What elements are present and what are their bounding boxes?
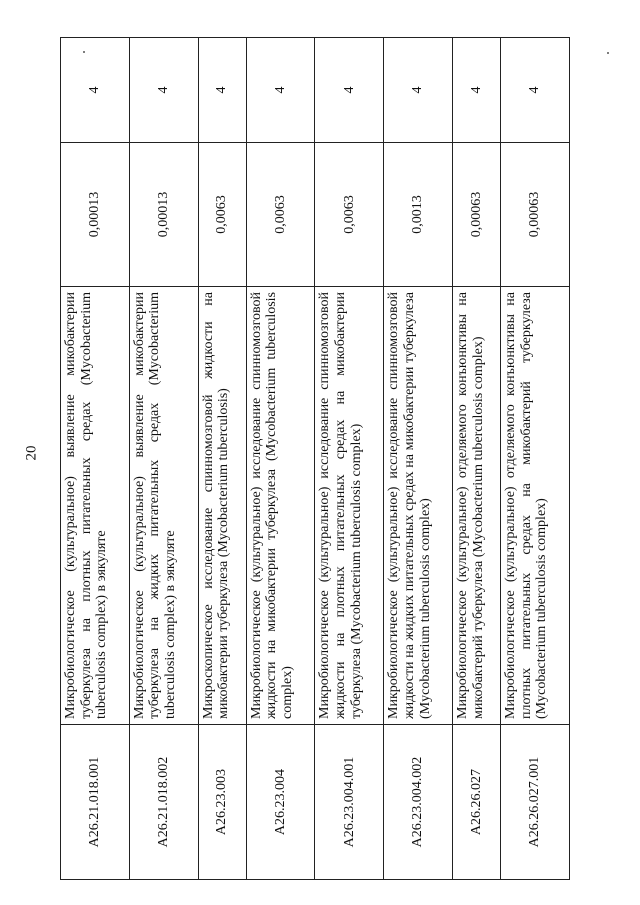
table-row bbox=[315, 38, 384, 880]
page-number-text: 20 bbox=[23, 445, 40, 461]
service-code: A26.21.018.001 bbox=[61, 725, 130, 880]
service-multiplicity: 4 bbox=[315, 38, 384, 143]
service-description: Микробиологическое (культуральное) исследование спинномозговой жидкости на плотных питательных средах на микобактерии туберкулеза (Mycobacterium tuberculosis complex) bbox=[315, 287, 384, 725]
table-row bbox=[198, 38, 246, 880]
page-number bbox=[20, 436, 44, 470]
table-row bbox=[61, 38, 130, 880]
service-multiplicity: 4 bbox=[453, 38, 501, 143]
service-description: Микробиологическое (культуральное) выявление микобактерии туберкулеза на плотных питательных средах (Mycobacterium tuberculosis complex) в эякуляте bbox=[61, 287, 130, 725]
table-row bbox=[129, 38, 198, 880]
service-multiplicity: 4 bbox=[129, 38, 198, 143]
services-table bbox=[60, 37, 570, 880]
service-multiplicity: 4 bbox=[61, 38, 130, 143]
service-description: Микробиологическое (культуральное) отделяемого конъюнктивы на плотных питательных средах на микобактерий туберкулеза (Mycobacterium tuberculosis complex) bbox=[501, 287, 570, 725]
service-description: Микробиологическое (культуральное) исследование спинномозговой жидкости на жидких питательных средах на микобактерии туберкулеза (Mycobacterium tuberculosis complex) bbox=[384, 287, 453, 725]
service-multiplicity: 4 bbox=[246, 38, 315, 143]
scan-speck bbox=[607, 52, 609, 54]
service-frequency: 0,0013 bbox=[384, 143, 453, 287]
service-frequency: 0,00013 bbox=[61, 143, 130, 287]
table-row bbox=[501, 38, 570, 880]
service-code: A26.23.003 bbox=[198, 725, 246, 880]
service-multiplicity: 4 bbox=[198, 38, 246, 143]
service-code: A26.26.027 bbox=[453, 725, 501, 880]
service-description: Микроскопическое исследование спинномозговой жидкости на микобактерии туберкулеза (Mycobacterium tuberculosis) bbox=[198, 287, 246, 725]
service-multiplicity: 4 bbox=[501, 38, 570, 143]
table-row bbox=[453, 38, 501, 880]
service-frequency: 0,00013 bbox=[129, 143, 198, 287]
services-table-frame bbox=[60, 38, 570, 880]
service-code: A26.23.004.001 bbox=[315, 725, 384, 880]
service-multiplicity: 4 bbox=[384, 38, 453, 143]
service-frequency: 0,0063 bbox=[315, 143, 384, 287]
service-code: A26.26.027.001 bbox=[501, 725, 570, 880]
service-code: A26.23.004 bbox=[246, 725, 315, 880]
table-row bbox=[246, 38, 315, 880]
service-frequency: 0,00063 bbox=[501, 143, 570, 287]
table-row bbox=[384, 38, 453, 880]
service-code: A26.21.018.002 bbox=[129, 725, 198, 880]
service-description: Микробиологическое (культуральное) отделяемого конъюнктивы на микобактерий туберкулеза (Mycobacterium tuberculosis complex) bbox=[453, 287, 501, 725]
service-frequency: 0,00063 bbox=[453, 143, 501, 287]
service-frequency: 0,0063 bbox=[198, 143, 246, 287]
service-description: Микробиологическое (культуральное) исследование спинномозговой жидкости на микобактерии туберкулеза (Mycobacterium tuberculosis complex) bbox=[246, 287, 315, 725]
service-frequency: 0,0063 bbox=[246, 143, 315, 287]
service-code: A26.23.004.002 bbox=[384, 725, 453, 880]
service-description: Микробиологическое (культуральное) выявление микобактерии туберкулеза на жидких питательных средах (Mycobacterium tuberculosis complex) в эякуляте bbox=[129, 287, 198, 725]
